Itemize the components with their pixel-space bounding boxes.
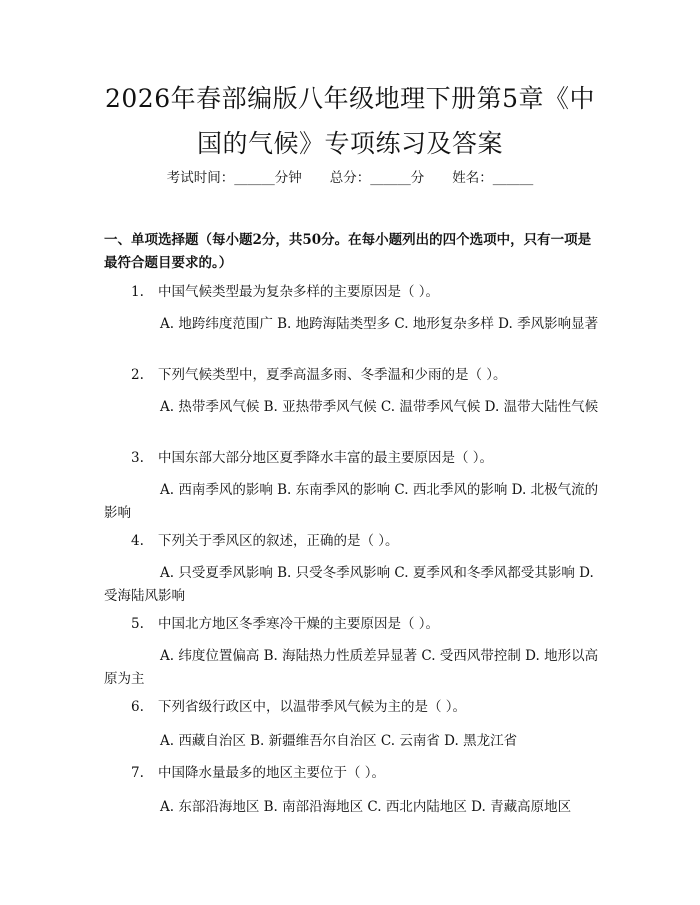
question-text: 中国东部大部分地区夏季降水丰富的最主要原因是（ ）。 — [158, 450, 494, 466]
question-2-stem — [131, 365, 601, 385]
total-score-label: 总分：______分 — [329, 170, 425, 186]
question-6-options: A. 西藏自治区 B. 新疆维吾尔自治区 C. 云南省 D. 黑龙江省 — [160, 733, 518, 749]
question-2-options: A. 热带季风气候 B. 亚热带季风气候 C. 温带季风气候 D. 温带大陆性气候 — [160, 399, 599, 415]
question-text: 中国北方地区冬季寒冷干燥的主要原因是（ ）。 — [158, 616, 440, 632]
question-5-stem — [131, 614, 601, 634]
question-4-stem — [131, 531, 601, 551]
question-6-stem — [131, 697, 601, 717]
exam-time-label: 考试时间：______分钟 — [166, 170, 302, 186]
question-number: 6. — [131, 699, 144, 715]
question-4-options: A. 只受夏季风影响 B. 只受冬季风影响 C. 夏季风和冬季风都受其影响 D. 受海陆风影响 — [104, 565, 594, 604]
question-5-options: A. 纬度位置偏高 B. 海陆热力性质差异显著 C. 受西风带控制 D. 地形以高原为主 — [104, 648, 599, 687]
student-name-label: 姓名：______ — [452, 170, 534, 186]
document-title: 2026年春部编版八年级地理下册第5章《中国的气候》专项练习及答案 — [104, 84, 596, 158]
question-number: 7. — [131, 765, 144, 781]
question-7-options: A. 东部沿海地区 B. 南部沿海地区 C. 西北内陆地区 D. 青藏高原地区 — [160, 799, 572, 815]
question-1-options: A. 地跨纬度范围广 B. 地跨海陆类型多 C. 地形复杂多样 D. 季风影响显著 — [160, 316, 599, 332]
exam-info — [0, 168, 700, 188]
section-heading: 一、单项选择题（每小题2分，共50分。在每小题列出的四个选项中，只有一项是最符合题目要求的。） — [104, 232, 592, 271]
question-number: 1. — [131, 284, 144, 300]
question-1-stem — [131, 282, 601, 302]
question-number: 3. — [131, 450, 144, 466]
question-text: 下列气候类型中，夏季高温多雨、冬季温和少雨的是（ ）。 — [158, 367, 507, 383]
question-text: 下列省级行政区中，以温带季风气候为主的是（ ）。 — [158, 699, 467, 715]
question-text: 中国降水量最多的地区主要位于（ ）。 — [158, 765, 386, 781]
question-number: 2. — [131, 367, 144, 383]
question-number: 4. — [131, 533, 144, 549]
question-number: 5. — [131, 616, 144, 632]
question-3-options: A. 西南季风的影响 B. 东南季风的影响 C. 西北季风的影响 D. 北极气流的影响 — [104, 482, 599, 521]
question-text: 中国气候类型最为复杂多样的主要原因是（ ）。 — [158, 284, 440, 300]
question-text: 下列关于季风区的叙述，正确的是（ ）。 — [158, 533, 399, 549]
question-3-stem — [131, 448, 601, 468]
question-7-stem — [131, 763, 601, 783]
